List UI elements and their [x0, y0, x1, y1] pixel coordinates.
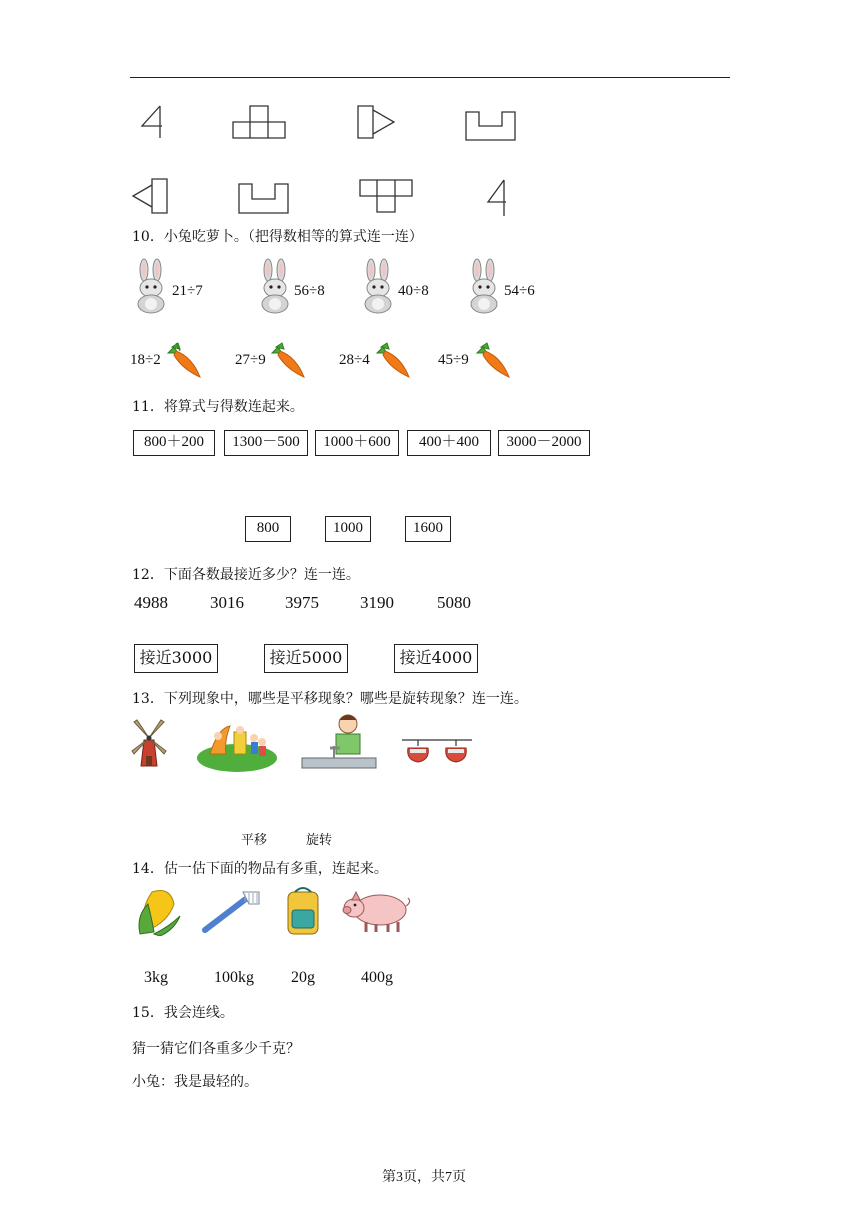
- number-item: 3190: [360, 593, 394, 612]
- shape-flag-left: [130, 177, 170, 215]
- number-item: 3975: [285, 593, 319, 612]
- shape-angle-right: [484, 178, 514, 218]
- label-rotation: 旋转: [306, 833, 333, 848]
- windmill-icon: [130, 718, 168, 768]
- rabbit-icon: [463, 258, 505, 314]
- carrot-expr-2: 27÷9: [235, 352, 266, 368]
- expr-box: 400＋400: [407, 430, 491, 456]
- expr-box: 1000＋600: [315, 430, 399, 456]
- result-box: 1000: [325, 516, 371, 542]
- backpack-icon: [283, 884, 323, 936]
- q12-title: 12．下面各数最接近多少？连一连。: [132, 567, 360, 583]
- shape-flag-right: [356, 104, 398, 140]
- carrot-icon: [166, 341, 202, 379]
- rabbit-expr-4: 54÷6: [504, 283, 535, 299]
- expr-box: 1300－500: [224, 430, 308, 456]
- carrot-icon: [270, 341, 306, 379]
- q13-title: 13．下列现象中，哪些是平移现象？哪些是旋转现象？连一连。: [132, 691, 528, 707]
- expr-box: 3000－2000: [498, 430, 590, 456]
- rabbit-expr-1: 21÷7: [172, 283, 203, 299]
- target-box: 接近3000: [134, 644, 218, 673]
- carrot-expr-3: 28÷4: [339, 352, 370, 368]
- rabbit-icon: [130, 258, 172, 314]
- rabbit-expr-2: 56÷8: [294, 283, 325, 299]
- shape-u-block-2: [238, 182, 290, 215]
- carrot-icon: [375, 341, 411, 379]
- rabbit-expr-3: 40÷8: [398, 283, 429, 299]
- weight-label: 100kg: [214, 969, 254, 986]
- q14-title: 14．估一估下面的物品有多重，连起来。: [132, 861, 388, 877]
- shape-t-blocks: [359, 178, 413, 214]
- shape-angle-left: [138, 104, 168, 140]
- boy-washing-hands-icon: [300, 712, 378, 772]
- top-rule: [130, 77, 730, 78]
- target-box: 接近4000: [394, 644, 478, 673]
- rabbit-icon: [254, 258, 296, 314]
- number-item: 4988: [134, 593, 168, 612]
- q11-title: 11．将算式与得数连起来。: [132, 399, 304, 415]
- corn-icon: [134, 886, 182, 936]
- result-box: 800: [245, 516, 291, 542]
- shape-cross-blocks: [232, 104, 286, 140]
- number-item: 3016: [210, 593, 244, 612]
- pig-icon: [342, 886, 412, 934]
- rabbit-icon: [357, 258, 399, 314]
- weight-label: 400g: [361, 969, 393, 986]
- cable-car-icon: [402, 736, 472, 766]
- label-translation: 平移: [241, 833, 268, 848]
- carrot-expr-4: 45÷9: [438, 352, 469, 368]
- shape-u-block: [465, 110, 517, 142]
- q15-title: 15．我会连线。: [132, 1005, 234, 1021]
- toothbrush-icon: [201, 888, 263, 934]
- number-item: 5080: [437, 593, 471, 612]
- slide-playground-icon: [196, 718, 278, 774]
- q15-line-1: 猜一猜它们各重多少千克？: [132, 1041, 300, 1057]
- result-box: 1600: [405, 516, 451, 542]
- expr-box: 800＋200: [133, 430, 215, 456]
- page-number: 第3页，共7页: [382, 1170, 466, 1185]
- weight-label: 3kg: [144, 969, 168, 986]
- q15-line-2: 小兔：我是最轻的。: [132, 1074, 258, 1090]
- weight-label: 20g: [291, 969, 315, 986]
- carrot-icon: [475, 341, 511, 379]
- carrot-expr-1: 18÷2: [130, 352, 161, 368]
- target-box: 接近5000: [264, 644, 348, 673]
- q10-title: 10．小兔吃萝卜。（把得数相等的算式连一连）: [132, 229, 423, 245]
